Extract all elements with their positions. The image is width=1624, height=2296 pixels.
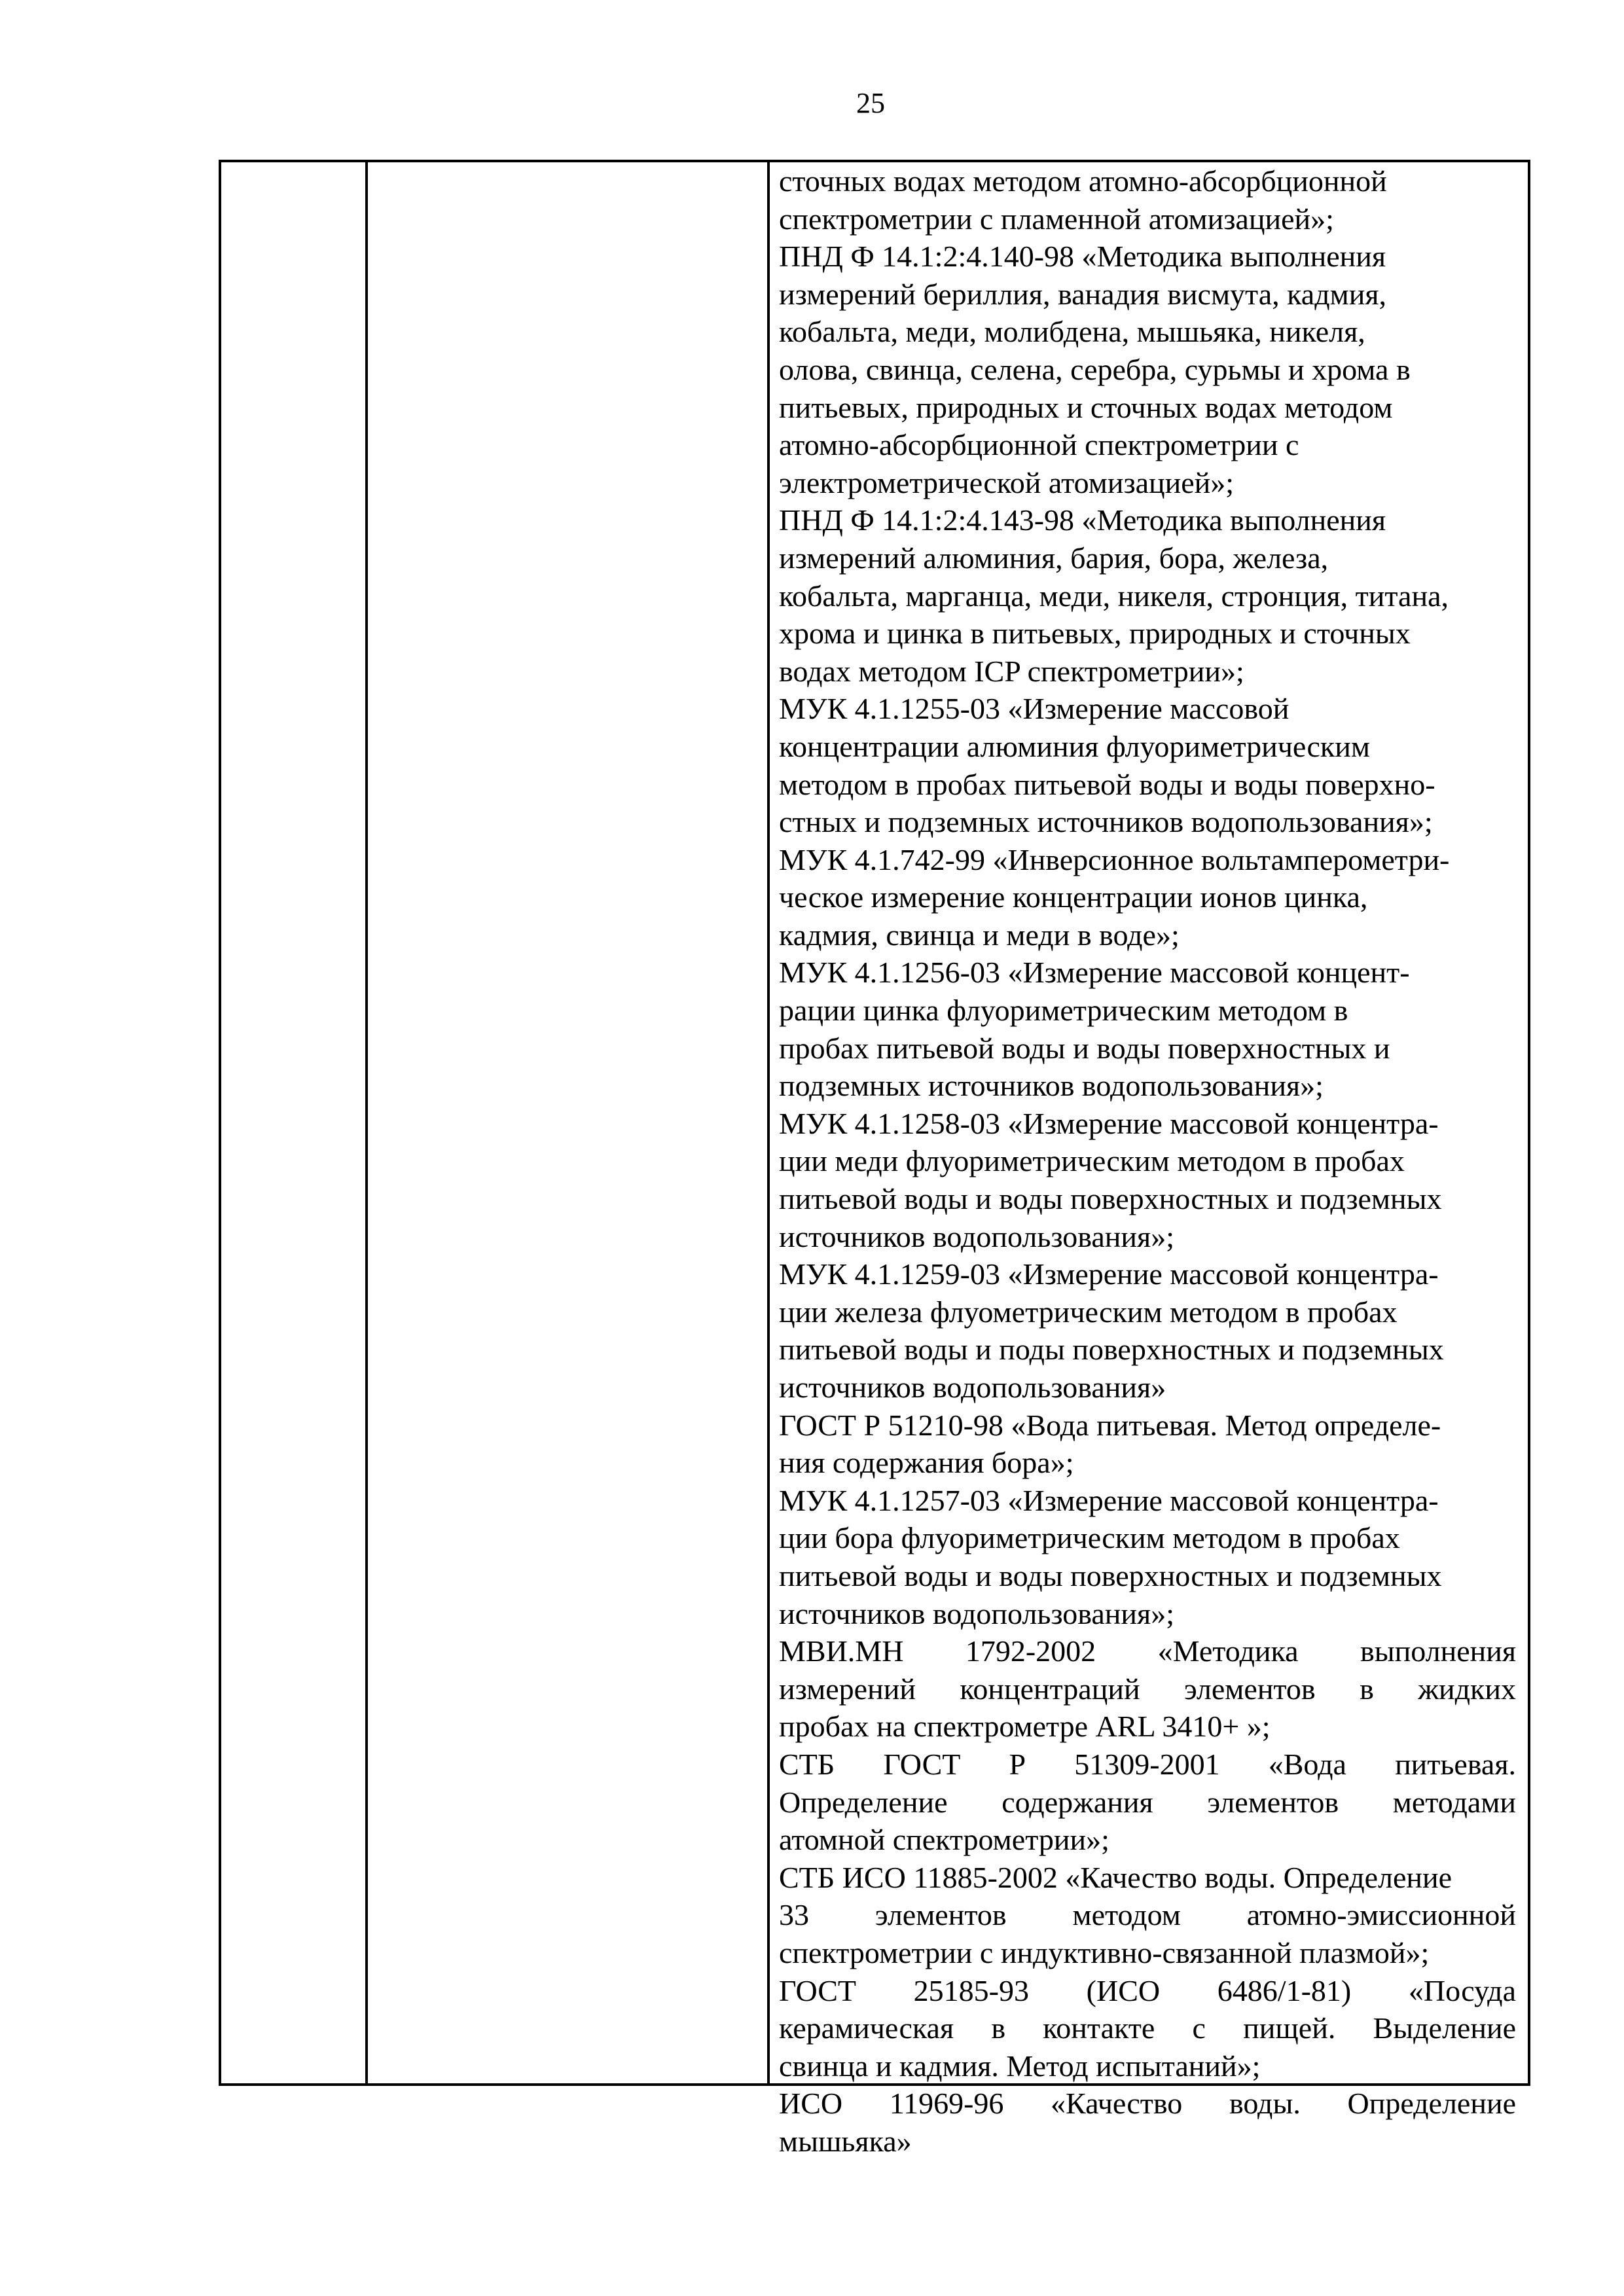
- text-line: свинца и кадмия. Метод испытаний»;: [779, 2049, 1261, 2083]
- table-column-1: [221, 162, 368, 2083]
- text-line: мышьяка»: [779, 2124, 912, 2158]
- text-line: ции меди флуориметрическим методом в пробах: [779, 1144, 1405, 1178]
- text-line: источников водопользования»;: [779, 1219, 1174, 1253]
- text-line: ПНД Ф 14.1:2:4.143-98 «Методика выполнения: [779, 503, 1386, 537]
- text-line: хрома и цинка в питьевых, природных и сточных: [779, 617, 1411, 651]
- text-line: ПНД Ф 14.1:2:4.140-98 «Методика выполнения: [779, 240, 1386, 274]
- text-line: водах методом ICP спектрометрии»;: [779, 654, 1244, 688]
- text-line: пробах на спектрометре ARL 3410+ »;: [779, 1710, 1271, 1744]
- text-line: атомной спектрометрии»;: [779, 1823, 1110, 1857]
- text-line: керамическая в контакте с пищей. Выделение: [779, 2011, 1516, 2045]
- text-line: олова, свинца, селена, серебра, сурьмы и хрома в: [779, 352, 1411, 386]
- text-line: ции железа флуометрическим методом в пробах: [779, 1295, 1398, 1329]
- text-line: ИСО 11969-96 «Качество воды. Определение: [779, 2087, 1516, 2121]
- text-line: ния содержания бора»;: [779, 1446, 1074, 1480]
- text-line: источников водопользования»;: [779, 1596, 1174, 1630]
- text-line: МУК 4.1.1257-03 «Измерение массовой концентра-: [779, 1483, 1439, 1517]
- page-number: 25: [856, 87, 885, 119]
- table-column-2: [368, 162, 770, 2083]
- text-line: измерений бериллия, ванадия висмута, кадмия,: [779, 277, 1386, 311]
- text-line: 33 элементов методом атомно-эмиссионной: [779, 1898, 1516, 1932]
- text-line: спектрометрии с пламенной атомизацией»;: [779, 202, 1334, 236]
- table-column-3: [770, 162, 1528, 2158]
- text-line: стных и подземных источников водопользования»;: [779, 805, 1433, 839]
- text-line: СТБ ГОСТ Р 51309-2001 «Вода питьевая.: [779, 1747, 1516, 1781]
- text-line: подземных источников водопользования»;: [779, 1069, 1324, 1103]
- text-line: питьевой воды и воды поверхностных и подземных: [779, 1182, 1442, 1216]
- text-line: МУК 4.1.1256-03 «Измерение массовой концент-: [779, 956, 1410, 990]
- text-line: измерений концентраций элементов в жидких: [779, 1672, 1516, 1706]
- text-line: кадмия, свинца и меди в воде»;: [779, 918, 1180, 952]
- text-line: концентрации алюминия флуориметрическим: [779, 729, 1370, 763]
- text-line: рации цинка флуориметрическим методом в: [779, 994, 1348, 1028]
- text-line: МУК 4.1.1258-03 «Измерение массовой концентра-: [779, 1106, 1439, 1140]
- text-line: спектрометрии с индуктивно-связанной плазмой»;: [779, 1935, 1430, 1969]
- text-line: атомно-абсорбционной спектрометрии с: [779, 428, 1299, 462]
- text-line: методом в пробах питьевой воды и воды поверхно-: [779, 767, 1435, 801]
- text-line: источников водопользования»: [779, 1371, 1166, 1404]
- text-line: ции бора флуориметрическим методом в пробах: [779, 1521, 1400, 1555]
- text-line: МУК 4.1.1255-03 «Измерение массовой: [779, 692, 1290, 726]
- text-line: СТБ ИСО 11885-2002 «Качество воды. Определение: [779, 1860, 1453, 1894]
- text-line: питьевых, природных и сточных водах методом: [779, 390, 1393, 424]
- text-line: электрометрической атомизацией»;: [779, 465, 1235, 499]
- text-line: ческое измерение концентрации ионов цинка,: [779, 880, 1368, 914]
- text-line: измерений алюминия, бария, бора, железа,: [779, 541, 1329, 575]
- text-line: ГОСТ 25185-93 (ИСО 6486/1-81) «Посуда: [779, 1973, 1516, 2007]
- text-line: МВИ.МН 1792-2002 «Методика выполнения: [779, 1634, 1516, 1668]
- text-line: Определение содержания элементов методами: [779, 1785, 1516, 1819]
- text-line: питьевой воды и воды поверхностных и подземных: [779, 1558, 1442, 1592]
- text-line: МУК 4.1.1259-03 «Измерение массовой концентра-: [779, 1257, 1439, 1291]
- text-line: МУК 4.1.742-99 «Инверсионное вольтамперометри-: [779, 842, 1450, 876]
- document-table: [219, 160, 1530, 2158]
- text-line: пробах питьевой воды и воды поверхностных и: [779, 1031, 1390, 1065]
- text-line: сточных водах методом атомно-абсорбционной: [779, 164, 1387, 198]
- text-line: питьевой воды и поды поверхностных и подземных: [779, 1333, 1444, 1367]
- text-line: ГОСТ Р 51210-98 «Вода питьевая. Метод определе-: [779, 1408, 1441, 1442]
- text-line: кобальта, меди, молибдена, мышьяка, никеля,: [779, 315, 1365, 349]
- text-line: кобальта, марганца, меди, никеля, стронция, титана,: [779, 579, 1449, 613]
